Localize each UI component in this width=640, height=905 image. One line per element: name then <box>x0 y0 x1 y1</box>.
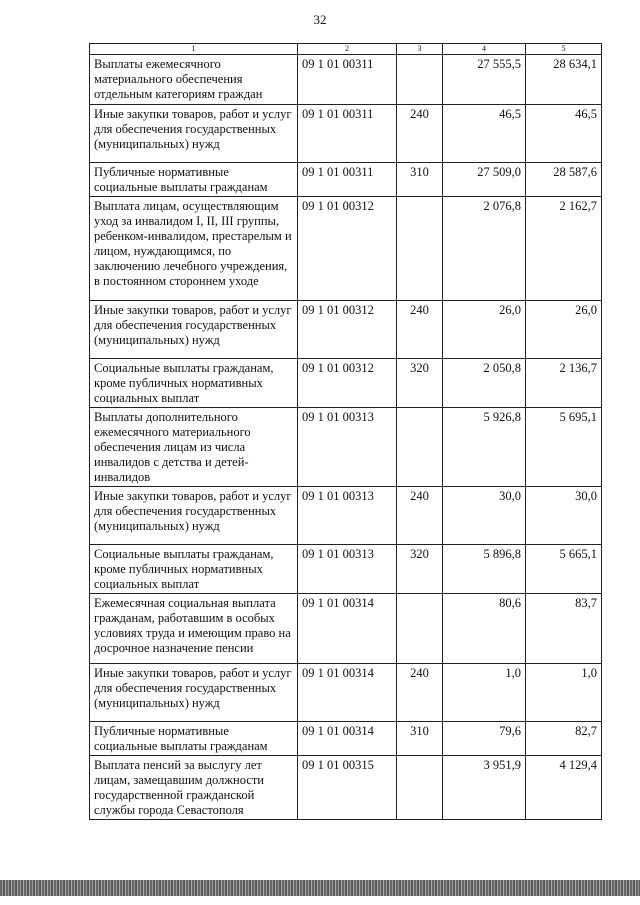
row-value-1: 80,6 <box>443 594 526 664</box>
header-col-3: 3 <box>397 44 443 55</box>
row-name: Иные закупки товаров, работ и услуг для обеспечения государственных (муниципальных) нужд <box>90 301 298 359</box>
table-row <box>90 408 602 487</box>
table-row <box>90 301 602 359</box>
row-value-2: 28 587,6 <box>526 163 602 197</box>
row-name: Выплаты ежемесячного материального обеспечения отдельным категориям граждан <box>90 55 298 105</box>
row-code: 09 1 01 00311 <box>298 105 397 163</box>
header-row <box>90 44 602 55</box>
row-name: Социальные выплаты гражданам, кроме публичных нормативных социальных выплат <box>90 545 298 594</box>
row-value-1: 46,5 <box>443 105 526 163</box>
table-row <box>90 722 602 756</box>
row-code: 09 1 01 00312 <box>298 359 397 408</box>
header-col-2: 2 <box>298 44 397 55</box>
row-type: 320 <box>397 545 443 594</box>
row-code: 09 1 01 00314 <box>298 722 397 756</box>
row-value-1: 3 951,9 <box>443 756 526 820</box>
header-col-1: 1 <box>90 44 298 55</box>
header-col-5: 5 <box>526 44 602 55</box>
row-value-1: 2 076,8 <box>443 197 526 301</box>
header-col-4: 4 <box>443 44 526 55</box>
scan-edge-artifact <box>0 880 640 896</box>
row-value-2: 1,0 <box>526 664 602 722</box>
table-row <box>90 197 602 301</box>
row-type <box>397 756 443 820</box>
row-name: Выплата пенсий за выслугу лет лицам, замещавшим должности государственной гражданской службы города Севастополя <box>90 756 298 820</box>
row-type: 320 <box>397 359 443 408</box>
table-row <box>90 545 602 594</box>
row-value-2: 30,0 <box>526 487 602 545</box>
row-value-1: 1,0 <box>443 664 526 722</box>
row-code: 09 1 01 00312 <box>298 197 397 301</box>
row-type <box>397 594 443 664</box>
row-code: 09 1 01 00311 <box>298 163 397 197</box>
row-value-1: 79,6 <box>443 722 526 756</box>
row-value-2: 2 162,7 <box>526 197 602 301</box>
row-type: 240 <box>397 487 443 545</box>
row-type: 310 <box>397 163 443 197</box>
row-type <box>397 197 443 301</box>
page-number: 32 <box>313 12 327 27</box>
row-name: Выплаты дополнительного ежемесячного материального обеспечения лицам из числа инвалидов с детства и детей-инвалидов <box>90 408 298 487</box>
row-value-2: 46,5 <box>526 105 602 163</box>
row-name: Иные закупки товаров, работ и услуг для обеспечения государственных (муниципальных) нужд <box>90 664 298 722</box>
row-value-2: 82,7 <box>526 722 602 756</box>
row-value-1: 27 555,5 <box>443 55 526 105</box>
row-code: 09 1 01 00313 <box>298 487 397 545</box>
row-value-2: 83,7 <box>526 594 602 664</box>
row-value-1: 2 050,8 <box>443 359 526 408</box>
row-value-1: 27 509,0 <box>443 163 526 197</box>
row-value-2: 4 129,4 <box>526 756 602 820</box>
row-name: Иные закупки товаров, работ и услуг для обеспечения государственных (муниципальных) нужд <box>90 105 298 163</box>
row-name: Иные закупки товаров, работ и услуг для обеспечения государственных (муниципальных) нужд <box>90 487 298 545</box>
table-body <box>90 55 602 820</box>
table-row <box>90 664 602 722</box>
row-name: Ежемесячная социальная выплата гражданам, работавшим в особых условиях труда и имеющим право на досрочное назначение пенсии <box>90 594 298 664</box>
row-name: Публичные нормативные социальные выплаты гражданам <box>90 722 298 756</box>
row-type: 310 <box>397 722 443 756</box>
table-row <box>90 487 602 545</box>
row-code: 09 1 01 00314 <box>298 664 397 722</box>
row-type: 240 <box>397 301 443 359</box>
table-row <box>90 756 602 820</box>
row-code: 09 1 01 00313 <box>298 408 397 487</box>
row-value-2: 5 695,1 <box>526 408 602 487</box>
table-row <box>90 55 602 105</box>
row-type: 240 <box>397 105 443 163</box>
row-type: 240 <box>397 664 443 722</box>
row-type <box>397 408 443 487</box>
budget-table <box>89 43 602 820</box>
row-value-2: 5 665,1 <box>526 545 602 594</box>
table-row <box>90 359 602 408</box>
row-value-1: 26,0 <box>443 301 526 359</box>
row-value-1: 5 926,8 <box>443 408 526 487</box>
row-code: 09 1 01 00312 <box>298 301 397 359</box>
row-value-2: 26,0 <box>526 301 602 359</box>
row-value-2: 28 634,1 <box>526 55 602 105</box>
row-code: 09 1 01 00315 <box>298 756 397 820</box>
row-value-2: 2 136,7 <box>526 359 602 408</box>
table-row <box>90 105 602 163</box>
row-code: 09 1 01 00311 <box>298 55 397 105</box>
row-name: Выплата лицам, осуществляющим уход за инвалидом I, II, III группы, ребенком-инвалидом, престарелым и лицом, нуждающимся, по заключению лечебного учреждения, в постоянном стороннем уходе <box>90 197 298 301</box>
row-name: Социальные выплаты гражданам, кроме публичных нормативных социальных выплат <box>90 359 298 408</box>
row-type <box>397 55 443 105</box>
row-value-1: 30,0 <box>443 487 526 545</box>
row-value-1: 5 896,8 <box>443 545 526 594</box>
row-code: 09 1 01 00313 <box>298 545 397 594</box>
row-name: Публичные нормативные социальные выплаты гражданам <box>90 163 298 197</box>
table-row <box>90 594 602 664</box>
table-row <box>90 163 602 197</box>
row-code: 09 1 01 00314 <box>298 594 397 664</box>
